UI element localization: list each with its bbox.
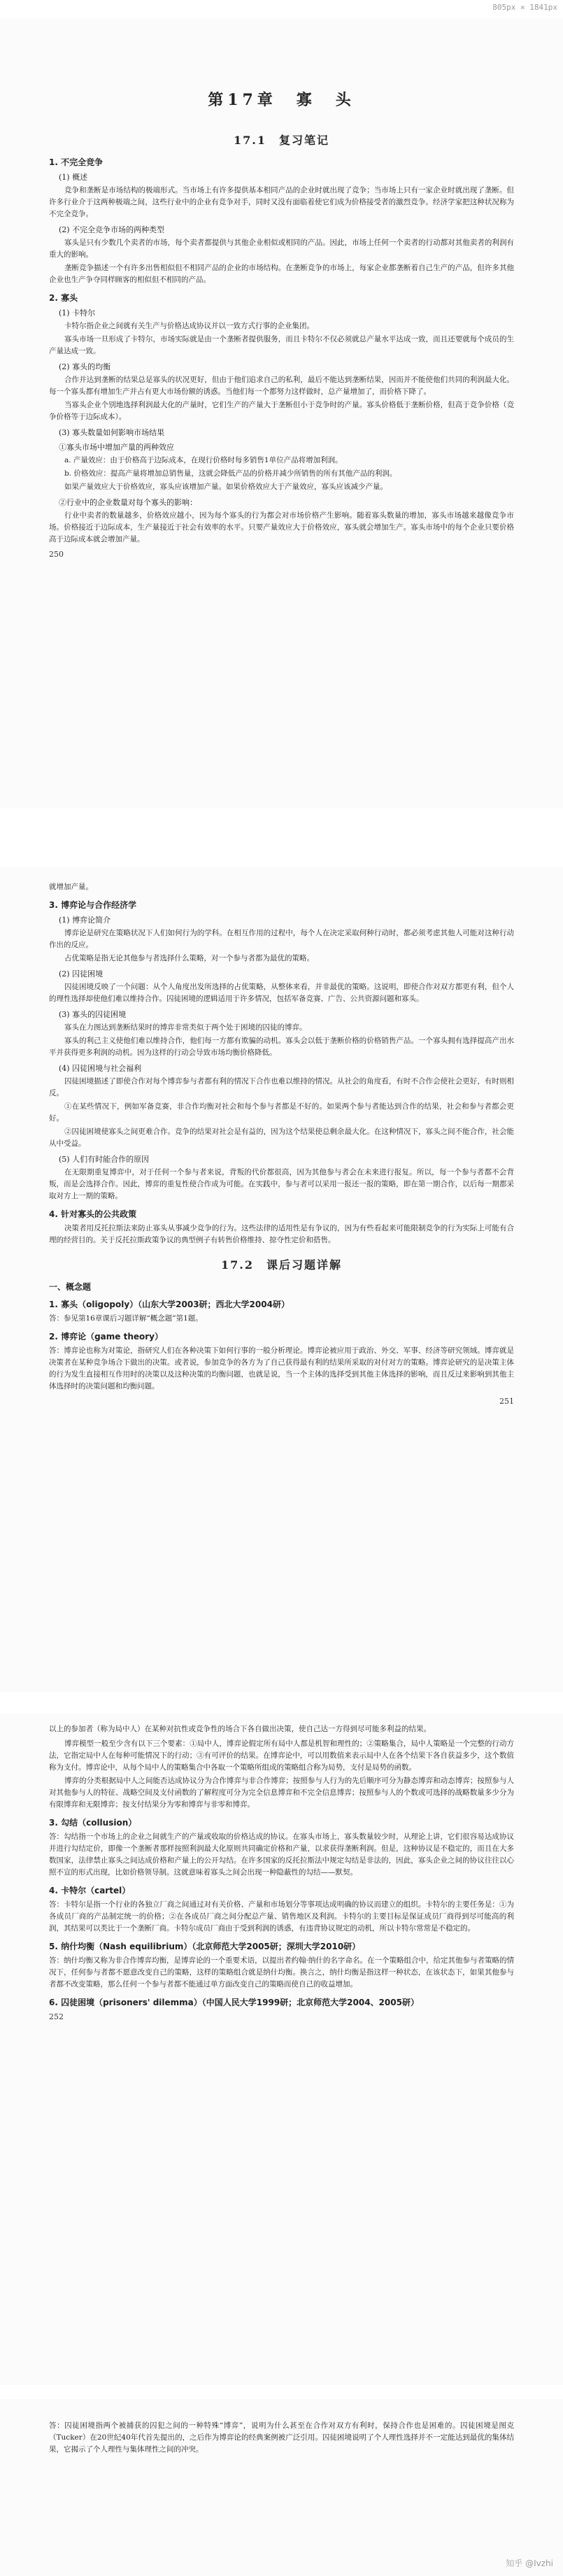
paragraph: 如果产量效应大于价格效应，寡头应该增加产量。如果价格效应大于产量效应，寡头应该减少产量。 — [64, 483, 387, 491]
question: 1. 寡头（oligopoly）（山东大学2003研；西北大学2004研） — [49, 1300, 290, 1309]
document-page-252 — [0, 1714, 563, 2385]
paragraph: ②囚徒困境使寡头之间更难合作。竞争的结果对社会是有益的，因为这个结果使总剩余最大化。在这种情况下，寡头之间不能合作，社会能从中受益。 — [49, 1127, 514, 1148]
answer: 答：纳什均衡又称为非合作博弈均衡，是博弈论的一个重要术语，以提出者约翰·纳什的名字命名。在一个策略组合中，给定其他参与者策略的情况下，任何参与者都不愿意改变自己的策略，这样的策略组合就是纳什均衡。换言之，纳什均衡是指这样一种状态，在该状态下，如果其他参与者都不改变策略，那么任何一个参与者都不能通过单方面改变自己的策略而使自己的收益增加。 — [49, 1956, 514, 1988]
paragraph: 合作并达到垄断的结果总是寡头的状况更好，但由于他们追求自己的私利，最后不能达到垄断结果，因而并不能使他们共同的利润最大化。每一个寡头都有增加生产并占有更大市场份额的诱惑。当他们每一个都努力这样做时，总产量增加了，而价格下降了。 — [49, 376, 514, 396]
paragraph: ①在某些情况下，例如军备竞赛，非合作均衡对社会和每个参与者都是不好的。如果两个参与者能达到合作的结果，社会和参与者都会更好。 — [49, 1102, 514, 1123]
subheading: (1) 卡特尔 — [59, 308, 96, 318]
paragraph: 寡头在力图达到垄断结果时的博弈非常类似于两个处于困境的囚徒的博弈。 — [64, 1023, 307, 1032]
page-number: 250 — [49, 550, 64, 559]
page-gap — [0, 2385, 563, 2399]
question: 4. 卡特尔（cartel） — [49, 1886, 131, 1895]
page-number: 252 — [49, 2012, 64, 2021]
page-number: 251 — [499, 1397, 514, 1406]
subheading: (5) 人们有时能合作的原因 — [59, 1155, 150, 1164]
page-gap — [0, 1693, 563, 1714]
section-title-exercises: 17.2 课后习题详解 — [221, 1258, 342, 1272]
answer: 答：博弈论也称为对策论，指研究人们在各种决策下如何行事的一般分析理论。博弈论被应用于政治、外交、军事、经济等研究领域。博弈就是决策者在某种竞争场合下做出的决策。或者说，参加竞争的各方为了自己获得最有利的结果所采取的对付对方的策略。博弈论研究的是决策主体的行为发生直接相互作用时的决策以及这种决策的均衡问题，也就是说，当一个主体的选择受到其他主体选择的影响，而且反过来影响到其他主体选择时的决策问题和均衡问题。 — [49, 1346, 514, 1390]
subheading: (3) 寡头数量如何影响市场结果 — [59, 428, 165, 437]
subheading: ①寡头市场中增加产量的两种效应 — [59, 443, 174, 452]
paragraph: 以上的参加者（称为局中人）在某种对抗性或竞争性的场合下各自做出决策，使自己达一方得到尽可能多利益的结果。 — [49, 1725, 431, 1733]
page-content — [49, 1723, 514, 2021]
page-content — [49, 122, 514, 559]
heading: 1. 不完全竞争 — [49, 157, 104, 167]
subheading: (3) 寡头的囚徒困境 — [59, 1010, 127, 1019]
document-page-251 — [0, 867, 563, 1693]
dimensions-label: 805px × 1841px — [492, 3, 557, 12]
question: 3. 勾结（collusion） — [49, 1818, 137, 1828]
paragraph: 博弈的分类根据局中人之间能否达成协议分为合作博弈与非合作博弈；按照参与人行为的先后顺序可分为静态博弈和动态博弈；按照参与人对其他参与人的特征、战略空间及支付函数的了解程度可分为完全信息博弈和不完全信息博弈；按照参与人的个数或可选择的战略数量多少分为有限博弈和无限博弈；按支付结果分为零和博弈与非零和博弈。 — [49, 1777, 514, 1809]
page-content — [49, 2420, 514, 2458]
chapter-title: 第17章 寡 头 — [208, 91, 355, 109]
paragraph: 博弈论是研究在策略状况下人们如何行为的学科。在相互作用的过程中，每个人在决定采取何种行动时，都必须考虑其他人可能对这种行动作出的反应。 — [49, 929, 514, 949]
paragraph: 就增加产量。 — [49, 883, 93, 891]
document-page-250 — [0, 18, 563, 809]
paragraph: 囚徒困境描述了即使合作对每个博弈参与者都有利的情况下合作也难以维持的情况。从社会的角度看，有时不合作会使社会更好，有时则相反。 — [49, 1077, 514, 1097]
paragraph: 卡特尔指企业之间就有关生产与价格达成协议并以一致方式行事的企业集团。 — [64, 322, 314, 330]
answer: 答：勾结指一个市场上的企业之间就生产的产量或收取的价格达成的协议。在寡头市场上，寡头数量较少时，从理论上讲，它们很容易达成协议并进行勾结定价，即像一个垄断者那样按照利润最大化原则共同确定价格和产量，以求获得垄断利润。但是，这种协议是不稳定的，而且在大多数国家，法律禁止寡头之间达成价格和产量上的公开勾结。在许多国家的反托拉斯法中规定勾结是非法的，因此，寡头企业之间的协议往往以心照不宣的形式出现，比如价格领导制。这就意味着寡头之间会出现一种隐蔽性的勾结——默契。 — [49, 1833, 514, 1877]
subheading: (2) 囚徒困境 — [59, 969, 104, 979]
section-title-review-notes: 17.1 复习笔记 — [234, 134, 329, 147]
answer: 答：卡特尔是指一个行业的各独立厂商之间通过对有关价格、产量和市场划分等事项达成明确的协议而建立的组织。卡特尔的主要任务是：①为各成员厂商的产品制定统一的价格；②在各成员厂商之间分配总产量、销售地区及利润。卡特尔的主要目标是保证成员厂商得到尽可能高的利润，其结果可以类比于一个垄断厂商。卡特尔成员厂商由于受到利润的诱惑，有违背协议规定的动机，所以卡特尔常常是不稳定的。 — [49, 1900, 514, 1933]
answer: 答：参见第16章课后习题详解“概念题”第1题。 — [49, 1314, 203, 1323]
question: 5. 纳什均衡（Nash equilibrium）（北京师范大学2005研；深圳大学2010研） — [49, 1942, 361, 1951]
top-bar — [0, 0, 563, 18]
heading: 2. 寡头 — [49, 293, 78, 303]
paragraph: 寡头市场一旦形成了卡特尔，市场实际就是由一个垄断者提供服务，而且卡特尔不仅必须就总产量水平达成一致，而且还要就每个成员的生产量达成一致。 — [49, 335, 514, 355]
paragraph: b. 价格效应：提高产量将增加总销售量，这就会降低产品的价格并减少所销售的所有其他产品的利润。 — [64, 469, 397, 478]
subheading: (2) 寡头的均衡 — [59, 362, 111, 371]
subheading: (2) 不完全竞争市场的两种类型 — [59, 225, 165, 234]
paragraph: 行业中卖者的数量越多，价格效应越小，因为每个寡头的行为都会对市场价格产生影响。随着寡头数量的增加，寡头市场越来越像竞争市场。价格接近于边际成本，生产量接近于社会有效率的水平。只要产量效应大于价格效应，寡头就会增加生产。寡头市场中的每个企业只要价格高于边际成本就会增加产量。 — [49, 511, 514, 543]
heading: 一、概念题 — [49, 1282, 92, 1292]
paragraph: 垄断竞争描述一个有许多出售相似但不相同产品的企业的市场结构。在垄断竞争的市场上，每家企业都垄断着自己生产的产品，但许多其他企业也生产争夺同样顾客的相似但不相同的产品。 — [49, 264, 514, 284]
paragraph: 寡头是只有少数几个卖者的市场，每个卖者都提供与其他企业相似或相同的产品。因此，市场上任何一个卖者的行动都对其他卖者的利润有重大的影响。 — [49, 239, 514, 259]
watermark: 知乎 @Ivzhi — [506, 2559, 553, 2568]
paragraph: 决策者用反托拉斯法来防止寡头从事减少竞争的行为。这些法律的适用性是有争议的，因为有些看起来可能限制竞争的行为实际上可能有合理的经营目的。关于反托拉斯政策争议的典型例子有转售价格维持、掠夺性定价和搭售。 — [49, 1224, 514, 1244]
paragraph: 囚徒困境反映了一个问题：从个人角度出发所选择的占优策略，从整体来看，并非最优的策略。这说明，即使合作对双方都更有利，但个人的理性选择却使他们难以维持合作。囚徒困境的逻辑适用于许多情况，包括军备竞赛、广告、公共资源问题和寡头。 — [49, 983, 514, 1003]
answer: 答：囚徒困境指两个被捕获的囚犯之间的一种特殊“博弈”，说明为什么甚至在合作对双方有利时，保持合作也是困难的。囚徒困境是图克（Tucker）在20世纪40年代首先提出的，之后作为博弈论的经典案例被广泛引用。囚徒困境说明了个人理性选择并不一定能达到最优的集体结果，它揭示了个人理性与集体理性之间的冲突。 — [49, 2421, 514, 2454]
subheading: ②行业中的企业数量对每个寡头的影响： — [59, 498, 197, 507]
question: 6. 囚徒困境（prisoners' dilemma）（中国人民大学1999研；北京师范大学2004、2005研） — [49, 1998, 419, 2007]
paragraph: 在无限期重复博弈中，对于任何一个参与者来说，背叛的代价都很高，因为其他参与者会在未来进行报复。所以，每一个参与者都不会背叛，而是会选择合作。因此，博弈的重复性使合作成为可能。在实践中，参与者可以采用一报还一报的策略，即在第一期合作，以后每一期都采取对方上一期的策略。 — [49, 1168, 514, 1200]
question: 2. 博弈论（game theory） — [49, 1332, 163, 1342]
heading: 3. 博弈论与合作经济学 — [49, 900, 137, 910]
document-page-253 — [0, 2399, 563, 2576]
heading: 4. 针对寡头的公共政策 — [49, 1209, 137, 1219]
subheading: (4) 囚徒困境与社会福利 — [59, 1064, 142, 1073]
paragraph: 竞争和垄断是市场结构的极端形式。当市场上有许多提供基本相同产品的企业时就出现了竞争；当市场上只有一家企业时就出现了垄断。但许多行业介于这两种极端之间，这些行业中的企业有竞争对手，同时又没有面临着使它们成为价格接受者的激烈竞争。经济学家把这种状况称为不完全竞争。 — [49, 186, 514, 218]
page-gap — [0, 809, 563, 867]
subheading: (1) 概述 — [59, 173, 88, 182]
paragraph: 当寡头企业个别地选择利润最大化的产量时，它们生产的产量大于垄断但小于竞争时的产量。寡头价格低于垄断价格，但高于竞争价格（竞争价格等于边际成本）。 — [49, 401, 514, 421]
subheading: (1) 博弈论简介 — [59, 916, 111, 925]
page-content — [49, 881, 514, 1406]
paragraph: 占优策略是指无论其他参与者选择什么策略，对一个参与者都为最优的策略。 — [64, 954, 314, 962]
paragraph: 博弈模型一般至少含有以下三个要素：①局中人，博弈论假定所有局中人都是机智和理性的；②策略集合，局中人策略是一个完整的行动方法，它指定局中人在每种可能情况下的行动；③有可评价的结果。在博弈论中，可以用数值来表示局中人在各个结果下各自获益多少，这个数值称为支付。博弈论中，从每个局中人的策略集合中各取一个策略所组成的策略组合称为局势，支付是局势的函数。 — [49, 1739, 514, 1772]
paragraph: a. 产量效应：由于价格高于边际成本，在现行价格时每多销售1单位产品将增加利润。 — [64, 456, 343, 464]
paragraph: 寡头的利己主义使他们难以维持合作，他们每一方都有欺骗的动机。寡头会以低于垄断价格的价格销售产品。一个寡头拥有选择提高产出水平并获得更多利润的动机。因为这样的行动会导致市场均衡价格降低。 — [49, 1037, 514, 1057]
